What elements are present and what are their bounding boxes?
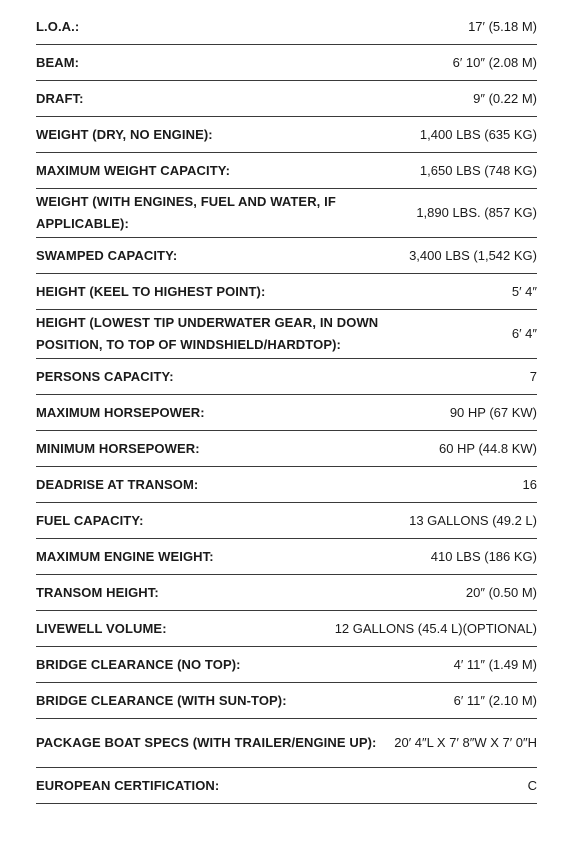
spec-value: 6′ 4″ bbox=[511, 326, 537, 341]
spec-row-loa bbox=[36, 9, 537, 45]
spec-value: 1,650 LBS (748 KG) bbox=[419, 162, 537, 178]
spec-row-min-horsepower bbox=[36, 431, 537, 467]
spec-label: PACKAGE BOAT SPECS (WITH TRAILER/ENGINE UP): bbox=[36, 735, 377, 750]
spec-label: LIVEWELL VOLUME: bbox=[36, 620, 167, 636]
spec-value: 20′ 4″L X 7′ 8″W X 7′ 0″H bbox=[394, 735, 537, 750]
spec-value: 3,400 LBS (1,542 KG) bbox=[409, 247, 537, 263]
spec-value: 410 LBS (186 KG) bbox=[430, 548, 537, 564]
spec-label: WEIGHT (WITH ENGINES, FUEL AND WATER, IF APPLICABLE): bbox=[36, 194, 336, 231]
spec-value: C bbox=[527, 777, 537, 793]
spec-value: 1,400 LBS (635 KG) bbox=[419, 126, 537, 142]
spec-row-deadrise bbox=[36, 467, 537, 503]
spec-value: 6′ 11″ (2.10 M) bbox=[453, 692, 537, 708]
spec-label: HEIGHT (KEEL TO HIGHEST POINT): bbox=[36, 283, 266, 299]
spec-row-height-keel bbox=[36, 274, 537, 310]
spec-value: 12 GALLONS (45.4 L)(OPTIONAL) bbox=[334, 620, 537, 636]
spec-row-transom-height bbox=[36, 575, 537, 611]
spec-label: BRIDGE CLEARANCE (NO TOP): bbox=[36, 656, 241, 672]
spec-label: DEADRISE AT TRANSOM: bbox=[36, 476, 199, 492]
spec-label: PERSONS CAPACITY: bbox=[36, 368, 174, 384]
spec-label: FUEL CAPACITY: bbox=[36, 512, 144, 528]
spec-label: MINIMUM HORSEPOWER: bbox=[36, 440, 200, 456]
spec-label: MAXIMUM ENGINE WEIGHT: bbox=[36, 548, 214, 564]
spec-row-fuel-capacity bbox=[36, 503, 537, 539]
spec-row-max-weight-capacity bbox=[36, 153, 537, 189]
spec-label: WEIGHT (DRY, NO ENGINE): bbox=[36, 126, 213, 142]
spec-label: MAXIMUM HORSEPOWER: bbox=[36, 404, 205, 420]
spec-label: L.O.A.: bbox=[36, 18, 80, 34]
spec-row-package-boat-specs bbox=[36, 719, 537, 768]
spec-row-swamped-capacity bbox=[36, 238, 537, 274]
spec-row-bridge-clearance-no-top bbox=[36, 647, 537, 683]
spec-row-livewell-volume bbox=[36, 611, 537, 647]
spec-value: 7 bbox=[529, 368, 537, 384]
spec-value: 1,890 LBS. (857 KG) bbox=[416, 205, 537, 220]
spec-label: HEIGHT (LOWEST TIP UNDERWATER GEAR, IN DOWN POSITION, TO TOP OF WINDSHIELD/HARDTOP): bbox=[36, 315, 379, 352]
spec-label: MAXIMUM WEIGHT CAPACITY: bbox=[36, 162, 231, 178]
spec-row-height-underwater-gear bbox=[36, 310, 537, 359]
spec-value: 9″ (0.22 M) bbox=[473, 90, 537, 106]
spec-value: 90 HP (67 KW) bbox=[449, 404, 537, 420]
spec-row-persons-capacity bbox=[36, 359, 537, 395]
spec-value: 60 HP (44.8 KW) bbox=[438, 440, 537, 456]
spec-label: DRAFT: bbox=[36, 90, 84, 106]
spec-value: 4′ 11″ (1.49 M) bbox=[453, 656, 537, 672]
specs-table bbox=[36, 9, 537, 804]
spec-value: 20″ (0.50 M) bbox=[465, 584, 537, 600]
spec-value: 6′ 10″ (2.08 M) bbox=[452, 54, 537, 70]
spec-row-european-certification bbox=[36, 768, 537, 804]
spec-row-beam bbox=[36, 45, 537, 81]
spec-row-weight-dry bbox=[36, 117, 537, 153]
spec-value: 13 GALLONS (49.2 L) bbox=[409, 512, 537, 528]
spec-row-max-horsepower bbox=[36, 395, 537, 431]
spec-value: 5′ 4″ bbox=[511, 283, 537, 299]
spec-label: TRANSOM HEIGHT: bbox=[36, 584, 159, 600]
spec-label: BRIDGE CLEARANCE (WITH SUN-TOP): bbox=[36, 692, 287, 708]
spec-value: 17′ (5.18 M) bbox=[468, 18, 537, 34]
spec-label: SWAMPED CAPACITY: bbox=[36, 247, 178, 263]
spec-label: BEAM: bbox=[36, 54, 80, 70]
spec-row-weight-with-engines bbox=[36, 189, 537, 238]
spec-label: EUROPEAN CERTIFICATION: bbox=[36, 777, 220, 793]
spec-value: 16 bbox=[522, 476, 537, 492]
spec-row-draft bbox=[36, 81, 537, 117]
spec-row-max-engine-weight bbox=[36, 539, 537, 575]
spec-row-bridge-clearance-sun-top bbox=[36, 683, 537, 719]
